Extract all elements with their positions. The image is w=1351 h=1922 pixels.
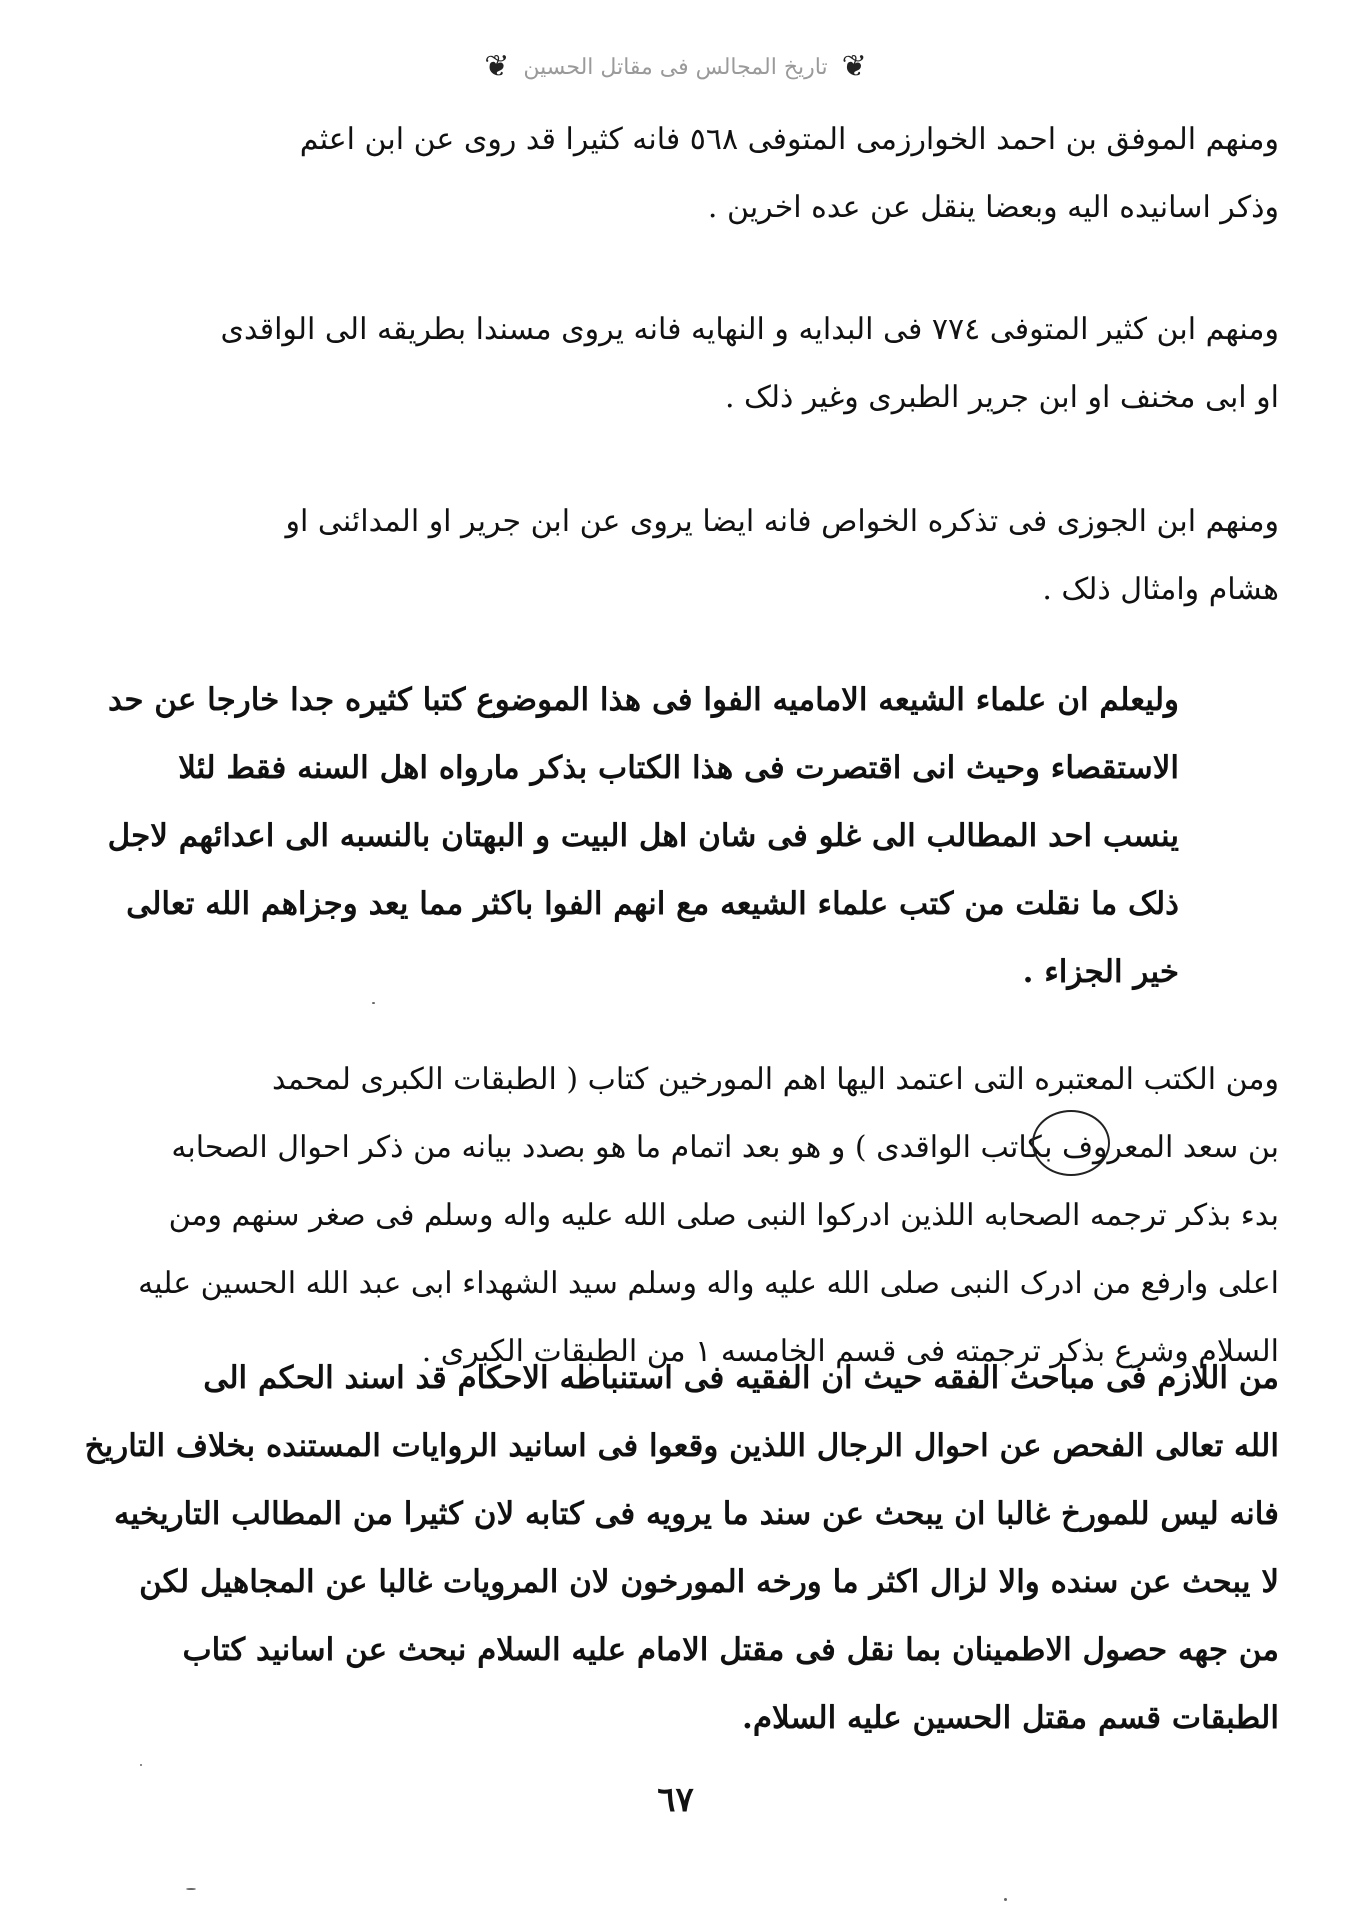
text-line: ذلک ما نقلت من كتب علماء الشيعه مع انهم الفوا باكثر مما يعد وجزاهم الله تعالى <box>126 886 1179 922</box>
text-line: اعلى وارفع من ادرک النبى صلى الله عليه واله وسلم سيد الشهداء ابى عبد الله الحسين عليه <box>138 1266 1279 1301</box>
paragraph-fiqh <box>84 1344 1279 1752</box>
text-line: الله تعالى الفحص عن احوال الرجال اللذين وقعوا فى اسانيد الروايات المستنده بخلاف التاريخ <box>84 1428 1279 1464</box>
handwritten-circle-annotation <box>1032 1110 1110 1176</box>
text-line: بن سعد المعروف بكاتب الواقدى ) و هو بعد اتمام ما هو بصدد بيانه من ذكر احوال الصحابه <box>171 1130 1279 1165</box>
scan-speck <box>186 1888 196 1890</box>
scan-speck <box>140 1764 142 1766</box>
paragraph-tabaqat <box>139 1046 1279 1386</box>
text-line: هشام وامثال ذلک . <box>1042 572 1279 607</box>
text-line: السلام وشرع بذكر ترجمته فى قسم الخامسه ١ من الطبقات الكبرى . <box>421 1334 1279 1369</box>
text-line: من جهه حصول الاطمينان بما نقل فى مقتل الامام عليه السلام نبحث عن اسانيد كتاب <box>182 1632 1279 1668</box>
text-line: فانه ليس للمورخ غالبا ان يبحث عن سند ما يرويه فى كتابه لان كثيرا من المطالب التاريخيه <box>113 1496 1279 1532</box>
paragraph-shia-scholars <box>107 666 1179 1006</box>
text-line: او ابى مخنف او ابن جرير الطبرى وغير ذلک . <box>724 380 1279 415</box>
running-header <box>0 49 1351 102</box>
text-line: الطبقات قسم مقتل الحسين عليه السلام. <box>742 1700 1279 1736</box>
text-line: ومنهم ابن كثير المتوفى ٧٧٤ فى البدايه و النهايه فانه يروى مسندا بطريقه الى الواقدى <box>220 312 1279 347</box>
text-line: الاستقصاء وحيث انى اقتصرت فى هذا الكتاب بذكر مارواه اهل السنه فقط لئلا <box>178 750 1179 786</box>
paragraph-ibn-kathir <box>139 296 1279 432</box>
paragraph-ibn-jawzi <box>139 488 1279 624</box>
text-line: ومنهم ابن الجوزى فى تذكره الخواص فانه ايضا يروى عن ابن جرير او المدائنى او <box>285 504 1279 539</box>
ornament-icon-right: ❦ <box>841 49 867 84</box>
text-line: من اللازم فى مباحث الفقه حيث ان الفقيه فى استنباطه الاحكام قد اسند الحكم الى <box>203 1360 1279 1396</box>
text-line: وليعلم ان علماء الشيعه الاماميه الفوا فى هذا الموضوع كتبا كثيره جدا خارجا عن حد <box>108 682 1179 718</box>
paragraph-khwarazmi <box>139 106 1279 242</box>
text-line: خير الجزاء . <box>1022 954 1179 990</box>
text-line: لا يبحث عن سنده والا لزال اكثر ما ورخه المورخون لان المرويات غالبا عن المجاهيل لكن <box>139 1564 1279 1600</box>
scan-speck <box>372 1002 375 1004</box>
scan-speck <box>1004 1898 1007 1901</box>
text-line: ينسب احد المطالب الى غلو فى شان اهل البيت و البهتان بالنسبه الى اعدائهم لاجل <box>107 818 1179 854</box>
page-number: ٦٧ <box>657 1780 694 1820</box>
ornament-icon-left: ❦ <box>484 49 510 84</box>
text-line: بدء بذكر ترجمه الصحابه اللذين ادركوا النبى صلى الله عليه واله وسلم فى صغر سنهم ومن <box>168 1198 1279 1233</box>
text-line: ومن الكتب المعتبره التى اعتمد اليها اهم المورخين كتاب ( الطبقات الكبرى لمحمد <box>271 1062 1279 1097</box>
text-line: ومنهم الموفق بن احمد الخوارزمى المتوفى ٥٦٨ فانه كثيرا قد روى عن ابن اعثم <box>299 122 1279 157</box>
running-title: تاريخ المجالس فى مقاتل الحسين <box>523 54 828 80</box>
text-line: وذكر اسانيده اليه وبعضا ينقل عن عده اخرين . <box>707 190 1279 225</box>
